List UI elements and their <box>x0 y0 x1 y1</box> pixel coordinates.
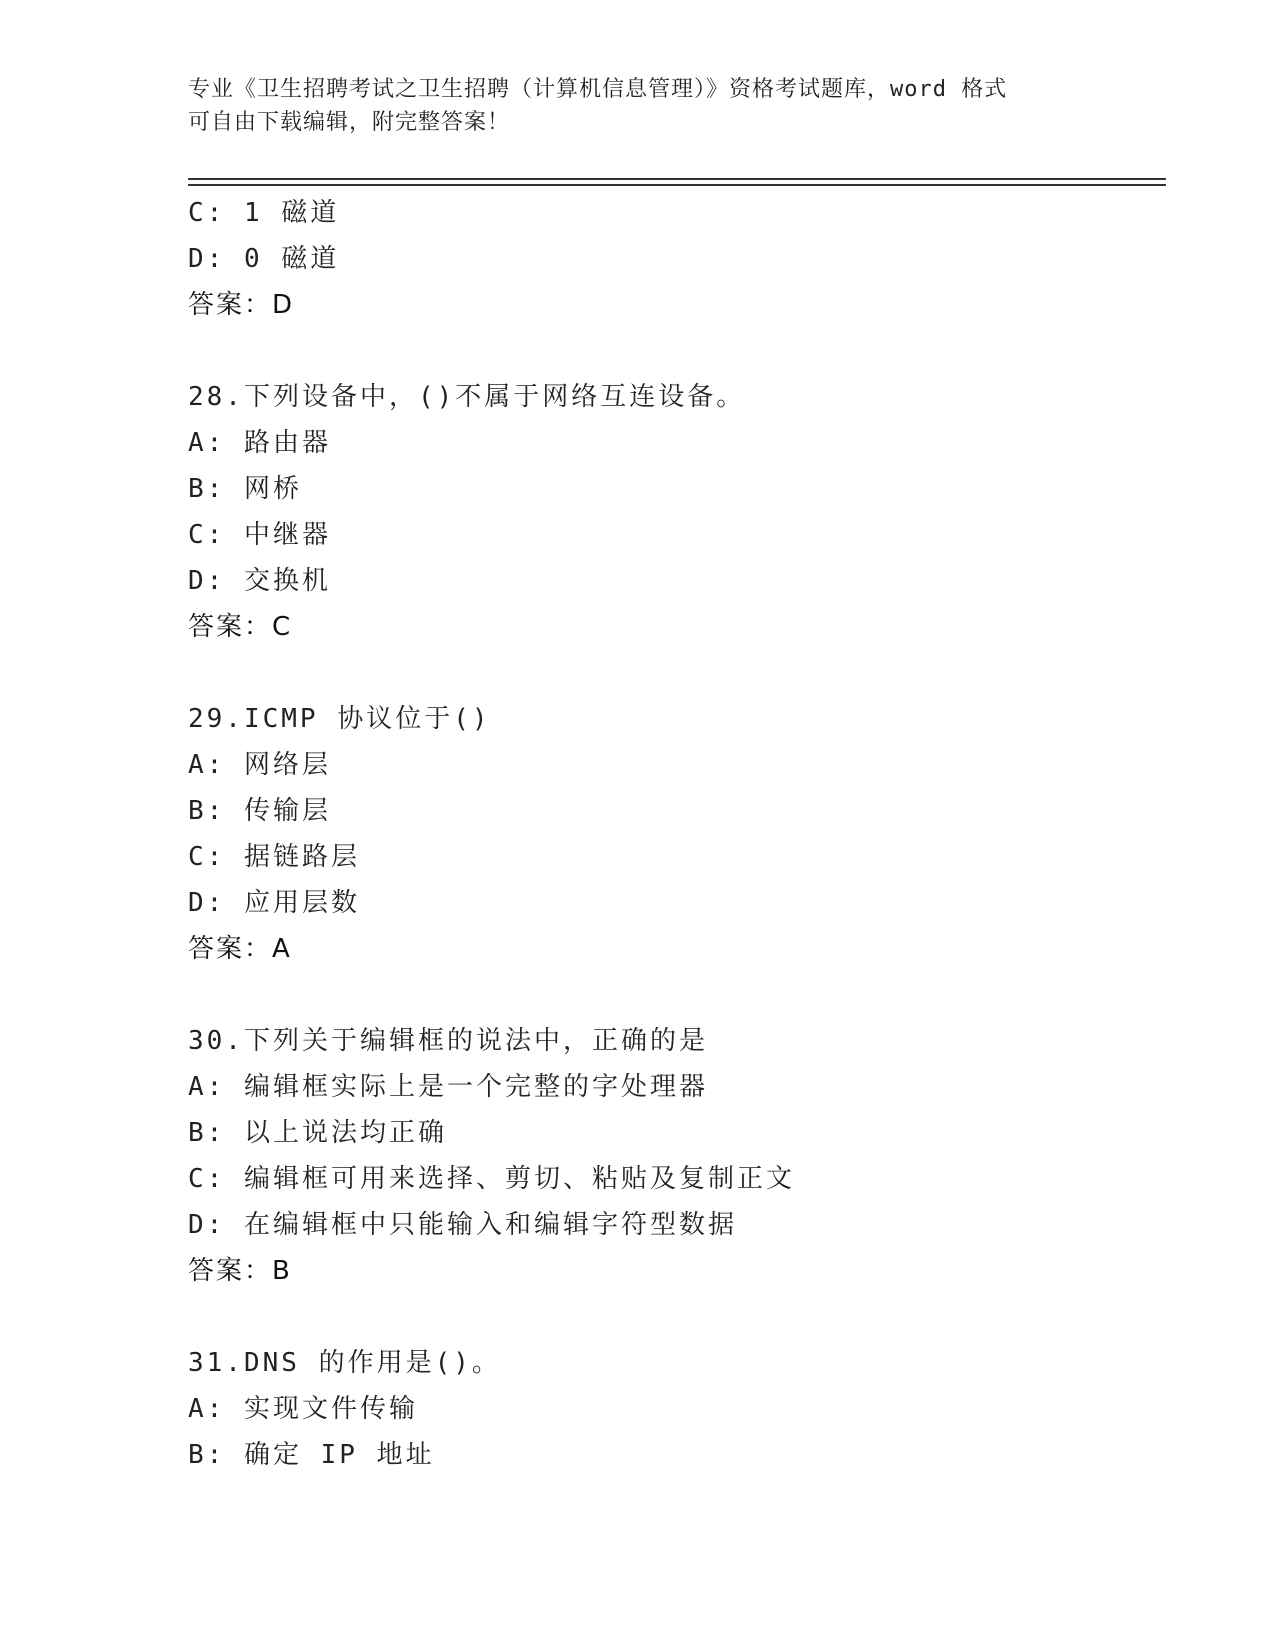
option-line: B: 确定 IP 地址 <box>188 1440 435 1470</box>
option-line: B: 网桥 <box>188 474 302 504</box>
option-line: D: 在编辑框中只能输入和编辑字符型数据 <box>188 1210 737 1240</box>
header-divider-top <box>188 178 1166 180</box>
option-line: A: 实现文件传输 <box>188 1394 418 1424</box>
option-line: D: 0 磁道 <box>188 244 340 274</box>
option-line: C: 中继器 <box>188 520 331 550</box>
spacer <box>188 972 1168 1018</box>
option-line: C: 编辑框可用来选择、剪切、粘贴及复制正文 <box>188 1164 795 1194</box>
option-line: D: 应用层数 <box>188 888 360 918</box>
question-list <box>188 190 1168 1478</box>
answer-line: 答案：D <box>188 290 295 320</box>
header-line-1: 专业《卫生招聘考试之卫生招聘（计算机信息管理）》资格考试题库，word 格式 <box>188 77 1008 102</box>
option-line: D: 交换机 <box>188 566 331 596</box>
header-divider-bottom <box>188 184 1166 186</box>
answer-line: 答案：B <box>188 1256 292 1286</box>
question-stem: 29.ICMP 协议位于() <box>188 704 491 734</box>
question-stem: 31.DNS 的作用是()。 <box>188 1348 501 1378</box>
option-line: A: 路由器 <box>188 428 331 458</box>
answer-line: 答案：C <box>188 612 293 642</box>
option-line: B: 传输层 <box>188 796 331 826</box>
header-line-2: 可自由下载编辑，附完整答案！ <box>188 110 511 135</box>
spacer <box>188 1294 1168 1340</box>
document-header <box>188 73 1088 139</box>
option-line: C: 据链路层 <box>188 842 360 872</box>
answer-line: 答案：A <box>188 934 292 964</box>
spacer <box>188 328 1168 374</box>
option-line: C: 1 磁道 <box>188 198 340 228</box>
option-line: A: 编辑框实际上是一个完整的字处理器 <box>188 1072 708 1102</box>
spacer <box>188 650 1168 696</box>
option-line: B: 以上说法均正确 <box>188 1118 447 1148</box>
question-stem: 30.下列关于编辑框的说法中，正确的是 <box>188 1026 708 1056</box>
option-line: A: 网络层 <box>188 750 331 780</box>
question-stem: 28.下列设备中，()不属于网络互连设备。 <box>188 382 746 412</box>
